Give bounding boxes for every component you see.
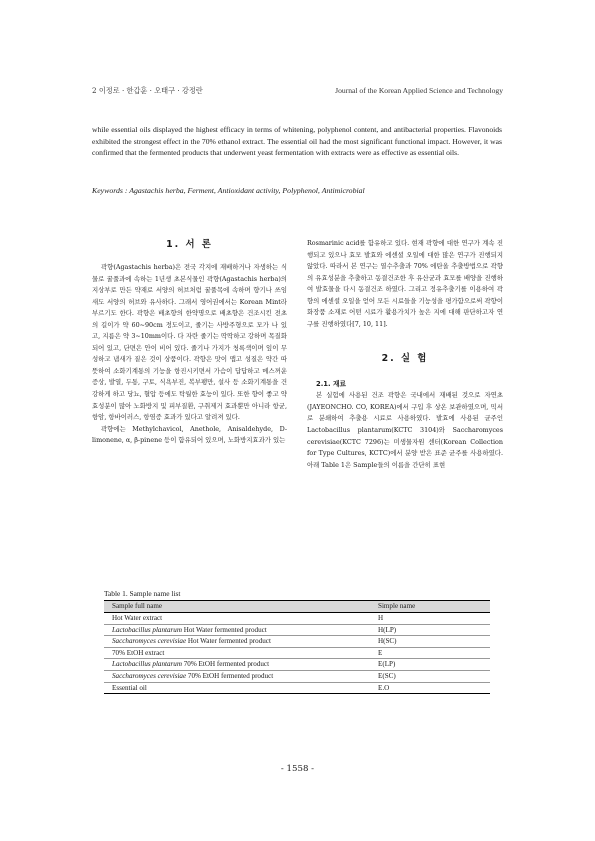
table-cell-simple-name: E(SC) — [378, 671, 396, 680]
left-column — [92, 238, 287, 447]
table-cell-full-name: Lactobacillus plantarum 70% EtOH fermented product — [112, 660, 270, 669]
header-journal: Journal of the Korean Applied Science and Technology — [335, 86, 503, 95]
table-row — [104, 647, 490, 659]
table-cell-simple-name: E.O — [378, 683, 390, 692]
table-header-row — [104, 601, 490, 613]
table-row — [104, 659, 490, 671]
table-cell-simple-name: E — [378, 648, 383, 657]
table-cell-full-name: Saccharomyces cerevisiae 70% EtOH fermented product — [112, 671, 274, 680]
section-title-experiment: 2. 실 험 — [381, 353, 429, 365]
table-header-simple-name: Simple name — [370, 601, 490, 613]
section-title-introduction: 1. 서 론 — [166, 239, 213, 250]
page-number: - 1558 - — [280, 764, 315, 774]
table-cell-full-name: Saccharomyces cerevisiae Hot Water fermented product — [112, 637, 271, 646]
intro-paragraph-3: Rosmarinic acid를 함유하고 있다. 현재 곽향에 대한 연구가 계속 진행되고 있으나 효모 발효와 에센셜 오일에 대한 많은 연구가 진행되지 않았다. 따라서 본 연구는 열수추출과 70% 에탄올 추출방법으로 곽향의 유효성분을 추출하고 동결건조한 후 유산균과 효모를 배양을 진행하여 발효물을 다시 동결건조 하였다. 그리고 정유추출기를 이용하여 곽향의 에센셜 오일을 얻어 모든 시료들을 기능성을 평가함으로써 곽향이 화장품 소재로 어떤 시료가 활용가치가 높은 지에 대해 판단하고자 연구를 진행하였다[7, 10, 11]. — [307, 239, 503, 328]
right-column — [307, 238, 503, 471]
table-caption: Table 1. Sample name list — [104, 589, 181, 598]
table-cell-simple-name: H — [378, 614, 384, 622]
table-cell-full-name: Lactobacillus plantarum Hot Water fermented product — [112, 625, 267, 634]
intro-paragraph-1: 곽향(Agastachis herba)은 전국 각지에 재배하거나 자생하는 식물로 꿀풀과에 속하는 1년생 초본식물인 곽향(Agastachis herba)의 지상부로 만든 약재로 서양의 허브처럼 꿀풀목에 속하며 향기나 쓰임새도 서양의 허브와 유사하다. 그래서 영어권에서는 Korean Mint라 부르기도 한다. 곽향은 배초향의 한약명으로 배초향은 건조시킨 전초의 길이가 약 60~90cm 정도이고, 줄기는 사방주형으로 모가 나 있고, 지름은 약 3~10mm이다. 다 자란 줄기는 딱딱하고 강하며 목질화되어 있고, 단면은 안이 비어 있다. 줄기나 가지가 청록색이며 잎이 무성하고 냄새가 짙은 것이 상품이다. 곽향은 맛이 맵고 성질은 약간 따뜻하여 소화기계통의 기능을 항진시키면서 가슴이 답답하고 메스꺼운 증상, 발열, 두통, 구토, 식욕부진, 복부팽만, 설사 등 소화기계통을 건강하게 하고 당뇨, 혈압 등에도 탁월한 효능이 있다. 또한 향이 좋고 약효성분이 많아 노화방지 및 피부질환, 구취제거 효과뿐만 아니라 항균, 항암, 항바이러스, 항염증 효과가 있다고 알려져 있다. — [92, 263, 287, 422]
intro-paragraph-2: 곽향에는 Methylchavicol, Anethole, Anisaldehyde, D-limonene, α, β-pinene 등이 함유되어 있으며, 노화방지효과가 있는 — [92, 424, 287, 445]
header-authors: 2 이정로 · 한갑훈 · 오태구 · 강정란 — [92, 86, 203, 95]
table-cell-full-name: Hot Water extract — [112, 614, 163, 622]
table-cell-simple-name: H(LP) — [378, 625, 397, 634]
table-row — [104, 636, 490, 648]
table-header-full-name: Sample full name — [104, 601, 370, 613]
table-row — [104, 613, 490, 625]
table-cell-full-name: 70% EtOH extract — [112, 648, 165, 657]
keywords: Keywords : Agastachis herba, Ferment, Antioxidant activity, Polyphenol, Antimicrobial — [92, 186, 365, 195]
table-cell-full-name: Essential oil — [112, 683, 147, 692]
table-row — [104, 670, 490, 682]
table-cell-simple-name: E(LP) — [378, 660, 396, 669]
abstract-text: while essential oils displayed the highest efficacy in terms of whitening, polyphenol content, and antibacterial properties. Flavonoids exhibited the strongest effect in the 70% ethanol extract. The essential oil had the most significant functional impact. However, it was confirmed that the fermented products that underwent yeast fermentation with extracts were as effective as essential oils. — [92, 125, 502, 158]
table-row — [104, 624, 490, 636]
sample-name-table — [104, 600, 490, 694]
table-row — [104, 682, 490, 694]
materials-paragraph: 본 실험에 사용된 건조 곽향은 국내에서 재배된 것으로 자연초(JAYEONCHO. CO, KOREA)에서 구입 후 상온 보관하였으며, 믹서로 분쇄하여 추출용 시료로 사용하였다. 발효에 사용된 균주인 Lactobacillus plantarum(KCTC 3104)와 Saccharomyces cerevisiae(KCTC 7296)는 미생물자원 센터(Korean Collection for Type Cultures, KCTC)에서 분양 받은 표준 균주를 사용하였다. 아래 Table 1은 Sample들의 이름을 간단히 표현 — [307, 391, 503, 469]
table-cell-simple-name: H(SC) — [378, 637, 397, 646]
subsection-materials: 2.1. 재료 — [316, 380, 347, 389]
